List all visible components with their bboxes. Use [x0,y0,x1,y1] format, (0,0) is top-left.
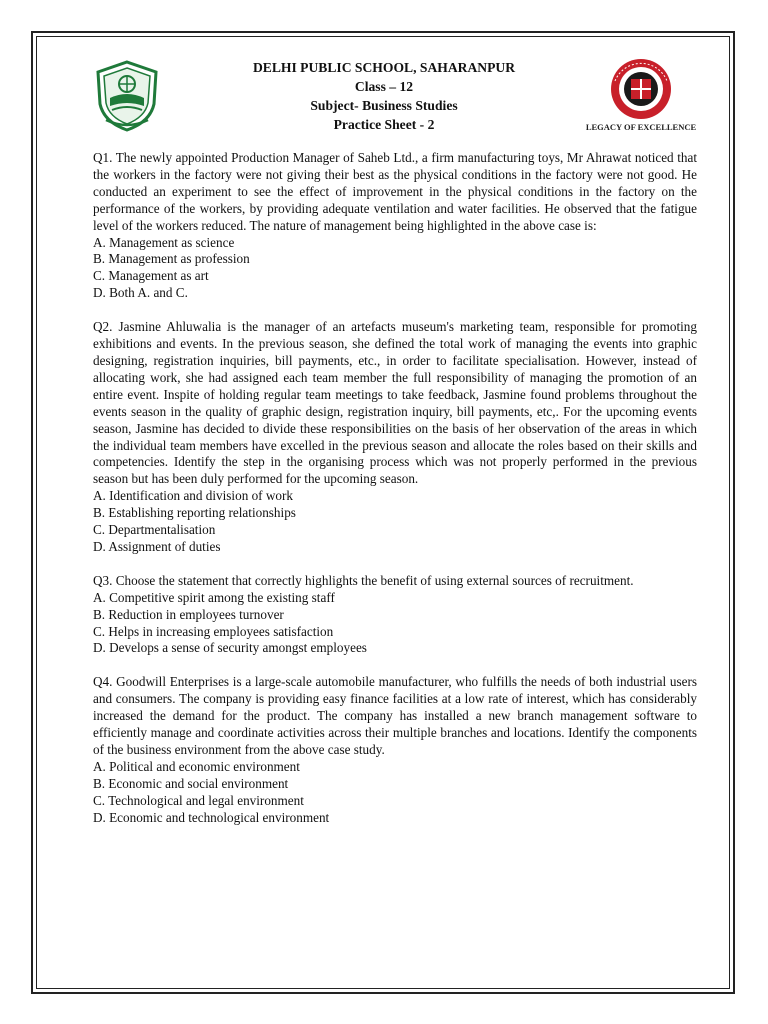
option-b: B. Economic and social environment [93,775,289,791]
option-c: C. Departmentalisation [93,522,216,538]
option-d: D. Assignment of duties [93,538,221,554]
option-b: B. Reduction in employees turnover [93,606,284,622]
question-text: Q2. Jasmine Ahluwalia is the manager of an artefacts museum's marketing team, responsible for promoting exhibitions and events. In the previous season, she defined the total work of managing the events into graphic designing, registration inquiries, bill payments, etc., in order to facilitate specialisation. However, instead of allocating work, she had assigned each team member the full responsibility of managing the promotion of an entire event. Inspite of holding regular team meetings to take feedback, Jasmine found problems throughout the events season in the quality of graphic design, registration inquiry, bill payments, etc,. For the upcoming events season, Jasmine has decided to divide these responsibilities on the basis of her observation of the areas in which the individual team members have excelled in the previous season and allocate the roles based on their skills and competencies. Identify the step in the organising process which was not properly performed in the previous season but has been duly performed for the upcoming season. [93,319,697,487]
sheet-label: Practice Sheet - 2 [333,117,435,132]
option-a: A. Identification and division of work [93,488,293,504]
question-1 [93,150,697,302]
option-c: C. Management as art [93,268,209,284]
question-2 [93,319,697,556]
superhouse-logo [582,57,700,137]
subject-label: Subject- Business Studies [310,98,458,113]
option-b: B. Management as profession [93,251,250,267]
questions-list [93,150,697,844]
superhouse-emblem-icon [582,57,700,121]
option-c: C. Helps in increasing employees satisfaction [93,623,334,639]
option-d: D. Develops a sense of security amongst employees [93,640,367,656]
option-b: B. Establishing reporting relationships [93,505,296,521]
option-a: A. Competitive spirit among the existing staff [93,589,335,605]
question-text: Q4. Goodwill Enterprises is a large-scale automobile manufacturer, who fulfills the needs of both industrial users and consumers. The company is providing easy finance facilities at a low rate of interest, which has considerably increased the demand for the product. The company has installed a new branch management software to efficiently manage and coordinate activities across their multiple branches and locations. Identify the components of the business environment from the above case study. [93,674,697,757]
option-d: D. Both A. and C. [93,285,188,301]
option-a: A. Management as science [93,234,235,250]
question-text: Q1. The newly appointed Production Manager of Saheb Ltd., a firm manufacturing toys, Mr Ahrawat noticed that the workers in the factory were not giving their best as the physical conditions in the factory were not good. He conducted an experiment to see the effect of improvement in the physical conditions in the factory on the performance of the workers, by providing adequate ventilation and water facilities. He observed that the fatigue level of the workers reduced. The nature of management being highlighted in the above case is: [93,150,697,233]
option-d: D. Economic and technological environment [93,809,330,825]
question-text: Q3. Choose the statement that correctly highlights the benefit of using external sources of recruitment. [93,572,634,588]
question-4 [93,674,697,826]
option-a: A. Political and economic environment [93,758,300,774]
logo-tagline: LEGACY OF EXCELLENCE [585,122,697,132]
option-c: C. Technological and legal environment [93,792,304,808]
school-name: DELHI PUBLIC SCHOOL, SAHARANPUR [252,60,516,75]
class-label: Class – 12 [354,79,414,94]
question-3 [93,573,697,658]
